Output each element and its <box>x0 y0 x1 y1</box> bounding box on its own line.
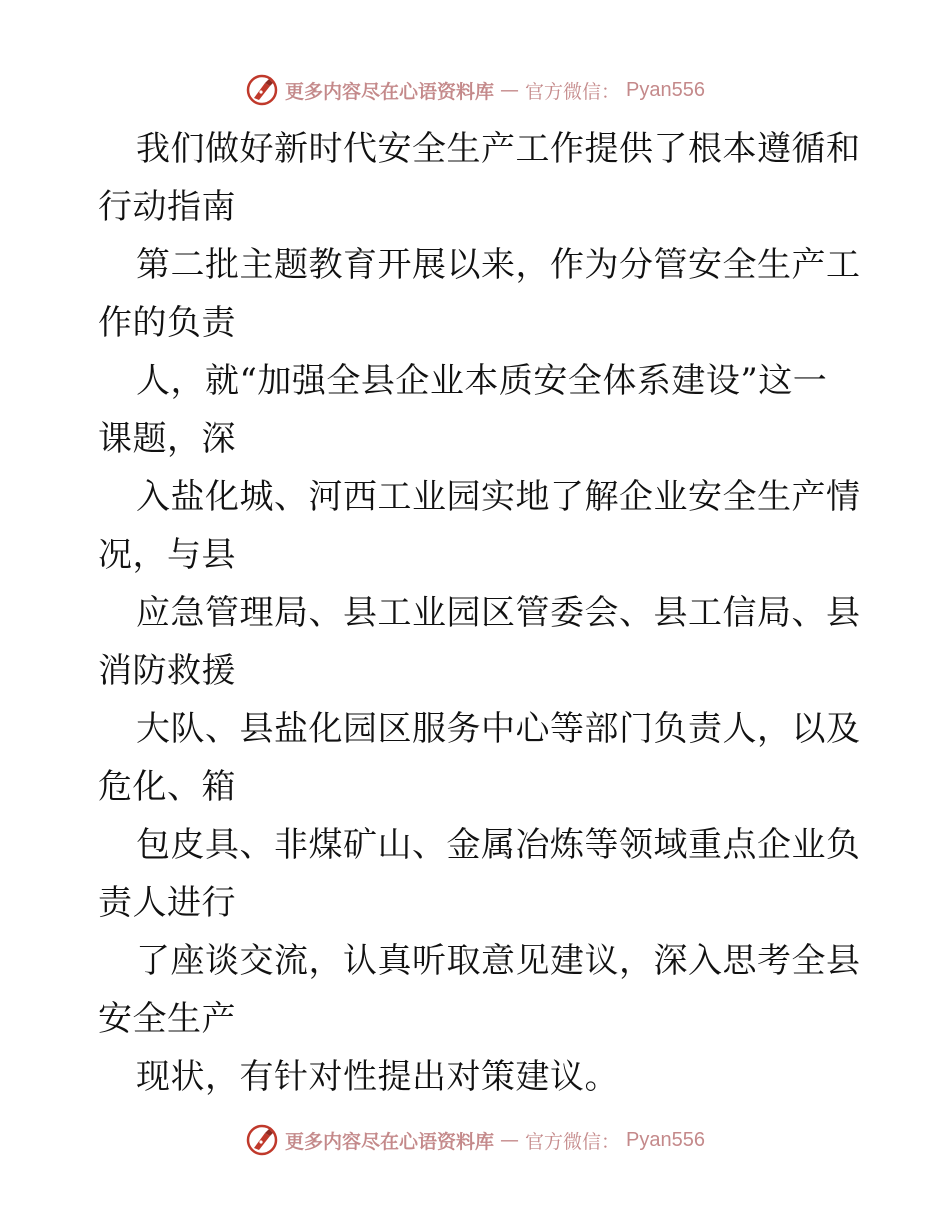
wechat-label: 官方微信： <box>525 1130 621 1153</box>
text-line: 消防救援 <box>98 651 236 691</box>
wechat-label: 官方微信： <box>525 80 621 103</box>
text-line: 行动指南 <box>98 187 236 227</box>
text-line: 况，与县 <box>98 535 236 575</box>
header-watermark-banner <box>0 70 950 110</box>
text-line: 责人进行 <box>98 883 236 923</box>
text-line: 我们做好新时代安全生产工作提供了根本遵循和 <box>136 129 861 169</box>
watermark-separator: — <box>500 79 520 101</box>
text-line: 安全生产 <box>98 999 236 1039</box>
pen-nib-logo-icon <box>245 73 279 107</box>
text-line: 应急管理局、县工业园区管委会、县工信局、县 <box>136 593 861 633</box>
text-line: 人，就“加强全县企业本质安全体系建设”这一 <box>136 361 828 401</box>
text-line: 包皮具、非煤矿山、金属冶炼等领域重点企业负 <box>136 825 861 865</box>
text-line: 大队、县盐化园区服务中心等部门负责人，以及 <box>136 709 861 749</box>
watermark-separator: — <box>500 1129 520 1151</box>
text-line: 入盐化城、河西工业园实地了解企业安全生产情 <box>136 477 861 517</box>
text-line: 危化、箱 <box>98 767 236 807</box>
footer-watermark-banner <box>0 1120 950 1160</box>
text-line: 第二批主题教育开展以来，作为分管安全生产工 <box>136 245 861 285</box>
wechat-id: Pyan556 <box>626 1128 705 1151</box>
text-line: 现状，有针对性提出对策建议。 <box>136 1057 619 1097</box>
text-line: 作的负责 <box>98 303 236 343</box>
text-line: 课题，深 <box>98 419 236 459</box>
watermark-text: 更多内容尽在心语资料库 <box>285 80 495 103</box>
text-line: 了座谈交流，认真听取意见建议，深入思考全县 <box>136 941 861 981</box>
watermark-text: 更多内容尽在心语资料库 <box>285 1130 495 1153</box>
pen-nib-logo-icon <box>245 1123 279 1157</box>
wechat-id: Pyan556 <box>626 78 705 101</box>
